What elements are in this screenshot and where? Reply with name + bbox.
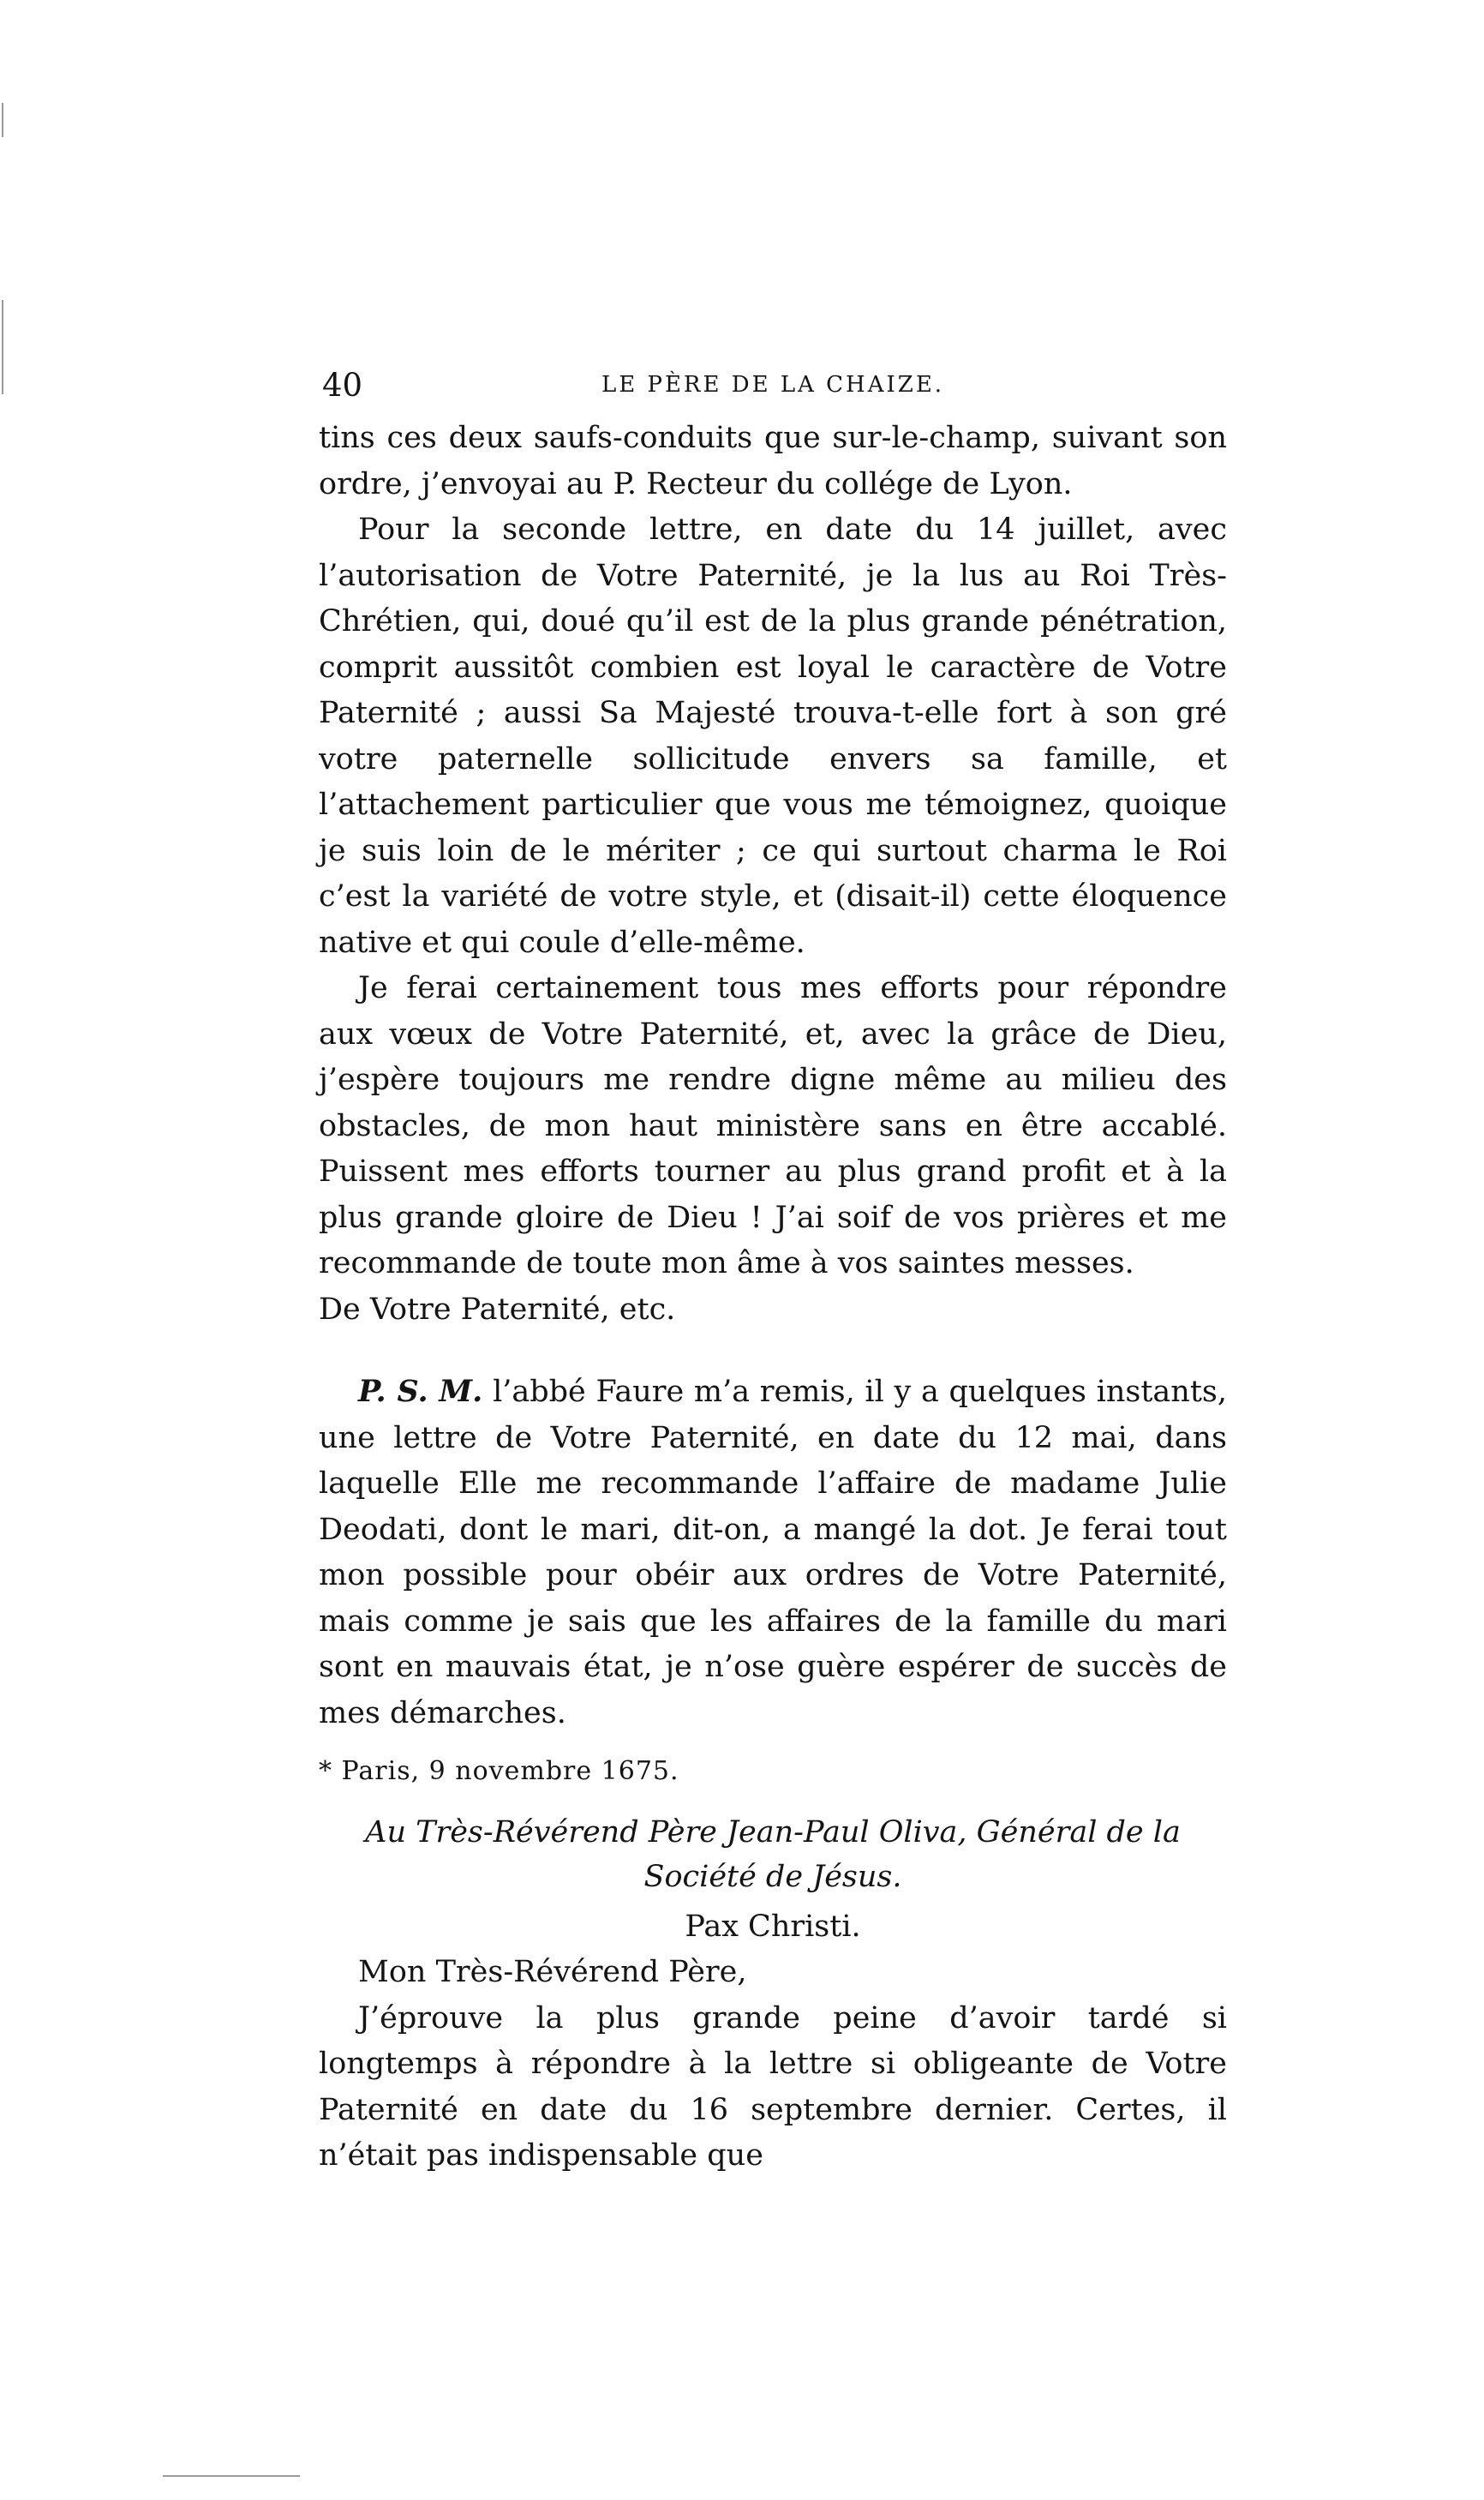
page-header xyxy=(322,367,1224,410)
paragraph-efforts: Je ferai certainement tous mes efforts pour répondre aux vœux de Votre Paternité, et, avec la grâce de Dieu, j’espère toujours me rendre digne même au milieu des obstacles, de mon haut ministère sans en être accablé. Puissent mes efforts tourner au plus grand profit et à la plus grande gloire de Dieu ! J’ai soif de vos prières et me recommande de toute mon âme à vos saintes messes. xyxy=(319,971,1227,1280)
paragraph-continuation: tins ces deux saufs-conduits que sur-le-champ, suivant son ordre, j’envoyai au P. Recteur du collége de Lyon. xyxy=(319,421,1227,501)
paragraph-new-letter: J’éprouve la plus grande peine d’avoir tardé si longtemps à répondre à la lettre si obligeante de Votre Paternité en date du 16 septembre dernier. Certes, il n’était pas indispensable que xyxy=(319,2000,1227,2173)
dateline: * Paris, 9 novembre 1675. xyxy=(319,1756,679,1786)
closing-formula: De Votre Paternité, etc. xyxy=(319,1292,676,1327)
postscript-text: l’abbé Faure m’a remis, il y a quelques instants, une lettre de Votre Paternité, en date du 12 mai, dans laquelle Elle me recommande l’affaire de madame Julie Deodati, dont le mari, dit-on, a mangé la dot. Je ferai tout mon possible pour obéir aux ordres de Votre Paternité, mais comme je sais que les affaires de la famille du mari sont en mauvais état, je n’ose guère espérer de succès de mes démarches. xyxy=(319,1375,1227,1730)
scan-edge-mark xyxy=(2,103,3,137)
scan-bottom-rule xyxy=(163,2475,300,2477)
page-number: 40 xyxy=(322,367,363,404)
paragraph-second-letter: Pour la seconde lettre, en date du 14 juillet, avec l’autorisation de Votre Paternité, je la lus au Roi Très-Chrétien, qui, doué qu’il est de la plus grande pénétration, comprit aussitôt combien est loyal le caractère de Votre Paternité ; aussi Sa Majesté trouva-t-elle fort à son gré votre paternelle sollicitude envers sa famille, et l’attachement particulier que vous me témoignez, quoique je suis loin de le mériter ; ce qui surtout charma le Roi c’est la variété de votre style, et (disait-il) cette éloquence native et qui coule d’elle-même. xyxy=(319,513,1227,960)
scan-edge-mark xyxy=(2,300,3,394)
body-text xyxy=(319,416,1227,2179)
running-head: LE PÈRE DE LA CHAIZE. xyxy=(601,372,945,398)
letter-address: Au Très-Révérend Père Jean-Paul Oliva, Général de la Société de Jésus. xyxy=(365,1814,1181,1894)
pax-christi: Pax Christi. xyxy=(685,1909,861,1944)
postscript xyxy=(319,1369,1227,1736)
postscript-lead: P. S. M. xyxy=(358,1374,483,1409)
salutation: Mon Très-Révérend Père, xyxy=(358,1955,747,1989)
